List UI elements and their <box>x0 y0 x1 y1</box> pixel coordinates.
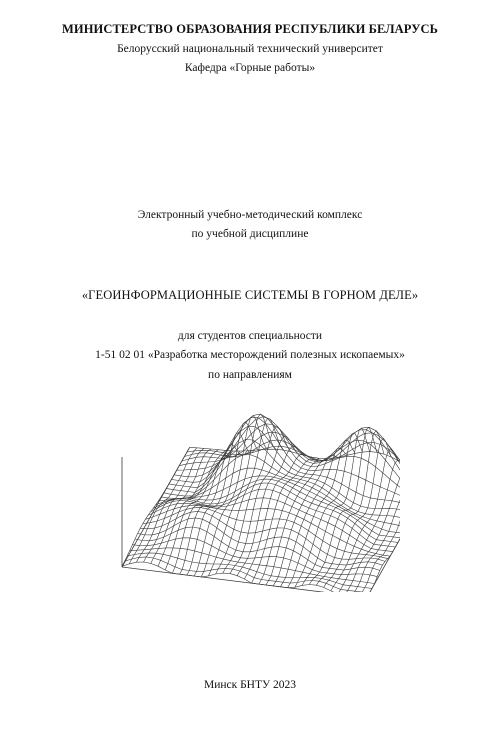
terrain-grid-line <box>135 527 380 570</box>
terrain-grid-line <box>237 446 305 576</box>
terrain-grid-line <box>158 476 400 533</box>
ministry-heading: МИНИСТЕРСТВО ОБРАЗОВАНИЯ РЕСПУБЛИКИ БЕЛАРУСЬ <box>61 22 438 36</box>
terrain-grid-line <box>266 458 334 585</box>
terrain-grid-line <box>252 458 320 583</box>
department-name: Кафедра «Горные работы» <box>184 62 316 74</box>
discipline-title: «ГЕОИНФОРМАЦИОННЫЕ СИСТЕМЫ В ГОРНОМ ДЕЛЕ» <box>81 288 419 302</box>
university-name: Белорусский национальный технический университет <box>117 43 383 55</box>
terrain-surface-icon <box>100 392 400 592</box>
terrain-grid-line <box>130 548 375 584</box>
publication-footer: Минск БНТУ 2023 <box>203 679 297 691</box>
terrain-grid-line <box>187 433 255 575</box>
direction-line: по направлениям <box>208 369 292 381</box>
terrain-axis-line <box>122 567 367 592</box>
terrain-grid-line <box>182 427 400 490</box>
terrain-grid-line <box>230 436 298 573</box>
complex-type-line: Электронный учебно-методический комплекс <box>137 209 363 221</box>
audience-line: для студентов специальности <box>177 330 323 342</box>
complex-discipline-line: по учебной дисциплине <box>191 228 309 240</box>
terrain-grid-line <box>180 444 248 574</box>
specialty-line: 1-51 02 01 «Разработка месторождений полезных ископаемых» <box>95 349 405 361</box>
terrain-axis-line <box>367 478 400 592</box>
terrain-grid-line <box>144 449 212 562</box>
